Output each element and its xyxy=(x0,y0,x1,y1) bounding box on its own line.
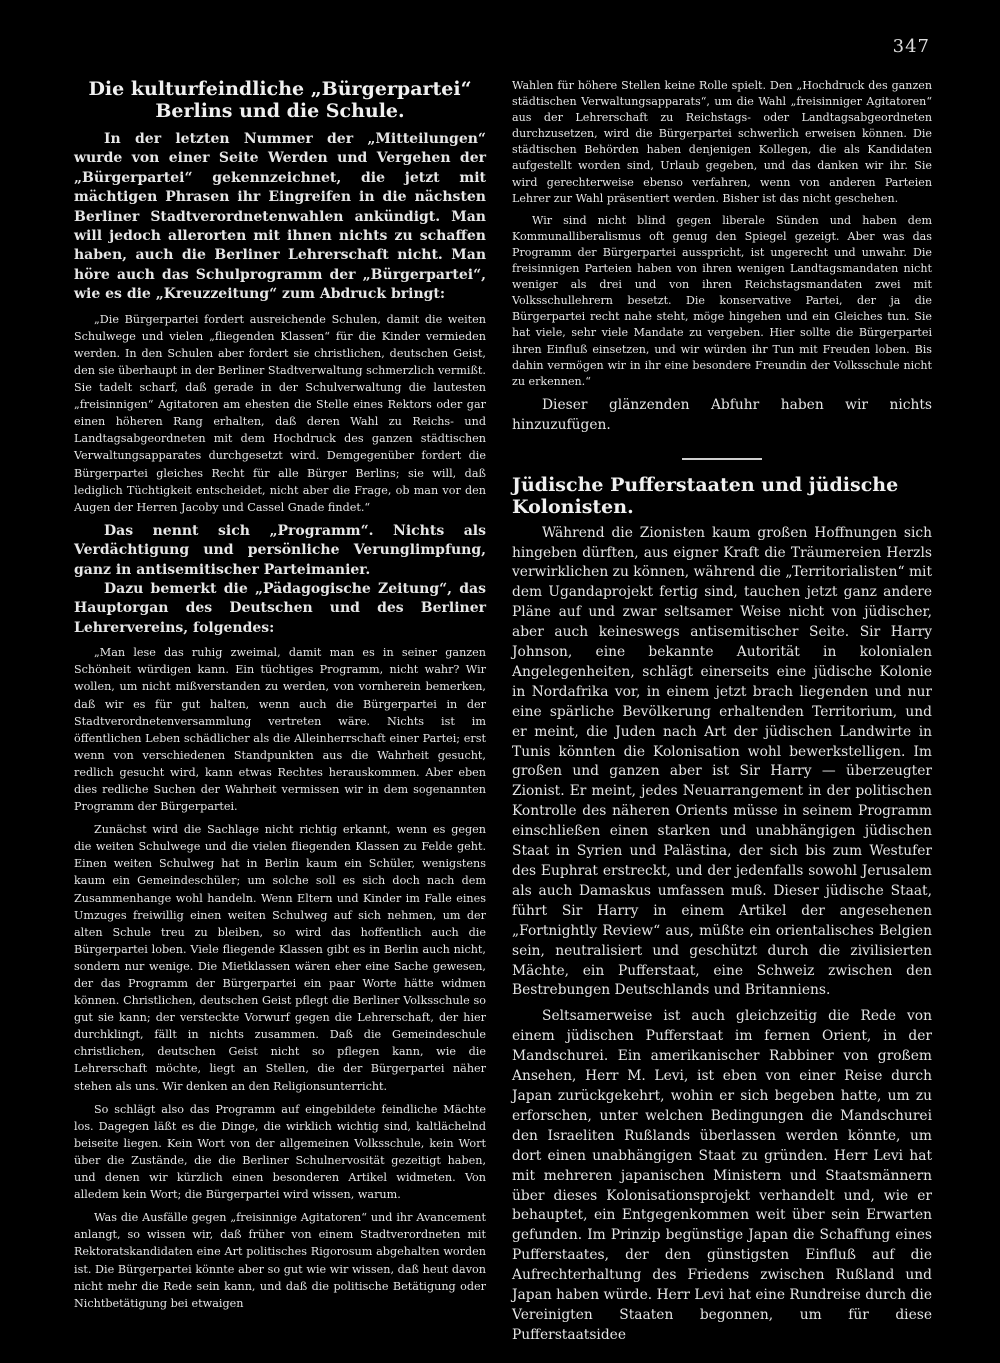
article-paragraph: Das nennt sich „Programm“. Nichts als Verdächtigung und persönliche Verunglimpfung, ganz in antisemitischer Parteimanier. xyxy=(74,522,486,578)
quoted-paragraph: „Man lese das ruhig zweimal, damit man es in seiner ganzen Schönheit würdigen kann. Ein tüchtiges Programm, nicht wahr? Wir wollen, um nicht mißverstanden zu werden, von vornherein bemerken, daß wir es für gut halten, wenn auch die Bürgerpartei in der Stadtverordnetenversammlung vertreten wäre. Nichts ist im öffentlichen Leben schädlicher als die Alleinherrschaft einer Partei; erst wenn von verschiedenen Standpunkten aus die Wahrheit gesucht, redlich gesucht wird, kann etwas Rechtes herauskommen. Aber eben dies redliche Suchen der Wahrheit vermissen wir in dem sogenannten Programm der Bürgerpartei. xyxy=(74,646,486,814)
page-number: 347 xyxy=(892,36,930,57)
right-column xyxy=(512,78,932,1343)
article-title-pufferstaaten: Jüdische Pufferstaaten und jüdische Kolonisten. xyxy=(512,473,899,518)
article-paragraph: Dieser glänzenden Abfuhr haben wir nichts hinzuzufügen. xyxy=(512,396,932,433)
article-title-buergerpartei: Die kulturfeindliche „Bürgerpartei“ Berlins und die Schule. xyxy=(88,78,472,122)
quoted-paragraph-continued: Wahlen für höhere Stellen keine Rolle spielt. Den „Hochdruck des ganzen städtischen Verwaltungsapparats“, um die Wahl „freisinniger Agitatoren“ aus der Lehrerschaft zu Reichstags- oder Landtagsabgeordneten durchzusetzen, wird die Bürgerpartei schwerlich erweisen können. Die städtischen Behörden haben denjenigen Kollegen, die als Kandidaten aufgestellt worden sind, Urlaub gegeben, und das danken wir ihr. Sie wird gerechterweise ebenso verfahren, wenn von anderen Parteien Lehrer zur Wahl präsentiert werden. Bisher ist das nicht geschehen. xyxy=(512,79,932,205)
quoted-paragraph: Wir sind nicht blind gegen liberale Sünden und haben dem Kommunalliberalismus oft genug den Spiegel gezeigt. Aber was das Programm der Bürgerpartei ausspricht, ist ungerecht und unwahr. Die freisinnigen Parteien haben von ihren wenigen Landtagsmandaten nicht weniger als drei und von ihren Reichstagsmandaten zwei mit Volksschullehrern besetzt. Die konservative Partei, der ja die Bürgerpartei recht nahe steht, möge hingehen und ein Gleiches tun. Sie hat viele, sehr viele Mandate zu vergeben. Hier sollte die Bürgerpartei ihren Einfluß einsetzen, und wir würden ihr Tun mit Freuden loben. Bis dahin vermögen wir in ihr eine besondere Freundin der Volksschule nicht zu erkennen.“ xyxy=(512,213,932,388)
quoted-paragraph: Was die Ausfälle gegen „freisinnige Agitatoren“ und ihr Avancement anlangt, so wissen wir, daß früher von einem Stadtverordneten mit Rektoratskandidaten eine Art politisches Rigorosum abgehalten worden ist. Die Bürgerpartei könnte aber so gut wie wir wissen, daß heut davon nicht mehr die Rede sein kann, und daß die politische Betätigung oder Nichtbetätigung bei etwaigen xyxy=(74,1211,486,1310)
quoted-paragraph: So schlägt also das Programm auf eingebildete feindliche Mächte los. Dagegen läßt es die Dinge, die wirklich wichtig sind, kaltlächelnd beiseite liegen. Kein Wort von der allgemeinen Volksschule, kein Wort über die Zustände, die die Berliner Schulnervosität gezeitigt haben, und denen wir kürzlich einen besonderen Artikel widmeten. Von alledem kein Wort; die Bürgerpartei wird wissen, warum. xyxy=(74,1102,486,1202)
article-paragraph: Seltsamerweise ist auch gleichzeitig die Rede von einem jüdischen Pufferstaat im fernen Orient, in der Mandschurei. Ein amerikanischer Rabbiner von großem Ansehen, Herr M. Levi, ist eben von einer Reise durch Japan zurückgekehrt, wohin er sich begeben hatte, um zu erforschen, unter welchen Bedingungen die Mandschurei den Israeliten Rußlands überlassen werden könnte, um dort einen unabhängigen Staat zu gründen. Herr Levi hat mit mehreren japanischen Ministern und Staatsmännern über dieses Kolonisationsprojekt verhandelt und, wie er behauptet, ein Entgegenkommen weit über sein Erwarten gefunden. Im Prinzip begünstige Japan die Schaffung eines Pufferstaates, der den günstigsten Einfluß auf die Aufrechterhaltung des Friedens zwischen Rußland und Japan haben würde. Herr Levi hat eine Rundreise durch die Vereinigten Staaten begonnen, um für diese Pufferstaatsidee xyxy=(512,1008,932,1343)
quoted-paragraph: „Die Bürgerpartei fordert ausreichende Schulen, damit die weiten Schulwege und vielen „fliegenden Klassen“ für die Kinder vermieden werden. In den Schulen aber fordert sie christlichen, deutschen Geist, den sie überhaupt in der Berliner Stadtverwaltung schmerzlich vermißt. Sie tadelt scharf, daß gerade in der Schulverwaltung die lautesten „freisinnigen“ Agitatoren am ehesten die Stelle eines Rektors oder gar einen höheren Rang erhalten, daß deren Wahl zu Reichs- und Landtagsabgeordneten mit dem Hochdruck des ganzen städtischen Verwaltungsapparates durchgesetzt wird. Demgegenüber fordert die Bürgerpartei gleiches Recht für alle Bürger Berlins; sie will, daß lediglich Tüchtigkeit entscheidet, nicht aber die Frage, ob man vor den Augen der Herren Jacoby und Cassel Gnade findet.“ xyxy=(74,312,486,514)
article-paragraph: Dazu bemerkt die „Pädagogische Zeitung“, das Hauptorgan des Deutschen und des Berliner Lehrervereins, folgendes: xyxy=(74,581,486,636)
left-column xyxy=(74,74,486,1314)
article-paragraph: In der letzten Nummer der „Mitteilungen“ wurde von einer Seite Werden und Vergehen der „Bürgerpartei“ gekennzeichnet, die jetzt mit mächtigen Phrasen ihr Eingreifen in die nächsten Berliner Stadtverordnetenwahlen ankündigt. Man will jedoch allerorten mit ihnen nichts zu schaffen haben, auch die Berliner Lehrerschaft nicht. Man höre auch das Schulprogramm der „Bürgerpartei“, wie es die „Kreuzzeitung“ zum Abdruck bringt: xyxy=(74,131,486,303)
article-paragraph: Während die Zionisten kaum großen Hoffnungen sich hingeben dürften, aus eigner Kraft die Träumereien Herzls verwirklichen zu können, während die „Territorialisten“ mit dem Ugandaprojekt fertig sind, tauchen jetzt ganz andere Pläne auf und zwar seltsamer Weise nicht von jüdischer, aber auch keineswegs antisemitischer Seite. Sir Harry Johnson, eine bekannte Autorität in kolonialen Angelegenheiten, schlägt einerseits eine jüdische Kolonie in Nordafrika vor, in einem jetzt brach liegenden und nur eine spärliche Bevölkerung erhaltenden Territorium, und er meint, die Juden nach Art der jüdischen Landwirte in Tunis könnten die Kolonisation wohl bewerkstelligen. Im großen und ganzen aber ist Sir Harry — überzeugter Zionist. Er meint, jedes Neuarrangement in der politischen Kontrolle des näheren Orients müsse in seinem Programm einschließen einen starken und unabhängigen jüdischen Staat in Syrien und Palästina, der sich bis zum Westufer des Euphrat erstreckt, und der jedenfalls sowohl Jerusalem als auch Damaskus umfassen muß. Dieser jüdische Staat, führt Sir Harry in einem Artikel der angesehenen „Fortnightly Review“ aus, müßte ein orientalisches Belgien sein, neutralisiert und geschützt durch die zivilisierten Mächte, ein Pufferstaat, eine Schweiz zwischen den Bestrebungen Deutschlands und Britanniens. xyxy=(512,524,932,999)
section-divider xyxy=(682,458,762,460)
quoted-paragraph: Zunächst wird die Sachlage nicht richtig erkannt, wenn es gegen die weiten Schulwege und die vielen fliegenden Klassen zu Felde geht. Einen weiten Schulweg hat in Berlin kaum ein Schüler, wenigstens kaum ein Gemeindeschüler; um solche soll es sich doch nach dem Zusammenhange wohl handeln. Wenn Eltern und Kinder im Falle eines Umzuges freiwillig einen weiten Schulweg auf sich nehmen, um der alten Schule treu zu bleiben, so wird das hoffentlich auch die Bürgerpartei loben. Viele fliegende Klassen gibt es in Berlin auch nicht, sondern nur wenige. Die Mietklassen wären eher eine Sache gewesen, der das Programm der Bürgerpartei ein paar Worte hätte widmen können. Christlichen, deutschen Geist pflegt die Berliner Volksschule so gut sie kann; der versteckte Vorwurf gegen die Lehrerschaft, der hier durchklingt, fällt in nichts zusammen. Daß die Gemeindeschule christlichen, deutschen Geist nicht so pflegen kann, wie die Lehrerschaft möchte, liegt an Stellen, die der Bürgerpartei näher stehen als uns. Wir denken an den Religionsunterricht. xyxy=(74,823,486,1093)
